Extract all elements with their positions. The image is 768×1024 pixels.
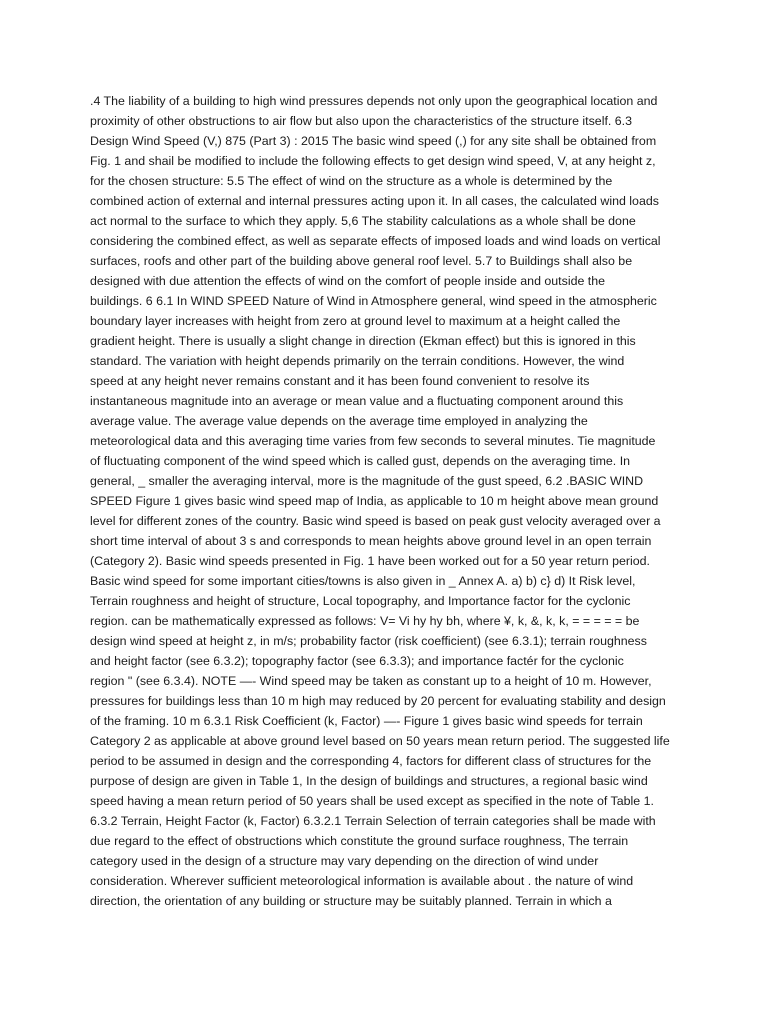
text-line: combined action of external and internal pressures acting upon it. In all cases, the calculated wind loads bbox=[90, 194, 659, 208]
text-line: region. can be mathematically expressed as follows: V= Vi hy hy bh, where ¥, k, &, k, k, = = = = = be bbox=[90, 614, 640, 628]
text-line: speed at any height never remains constant and it has been found convenient to resolve its bbox=[90, 374, 590, 388]
text-line: considering the combined effect, as well as separate effects of imposed loads and wind loads on vertical bbox=[90, 234, 661, 248]
text-line: buildings. 6 6.1 In WIND SPEED Nature of Wind in Atmosphere general, wind speed in the atmospheric bbox=[90, 294, 657, 308]
text-line: due regard to the effect of obstructions which constitute the ground surface roughness, The terrain bbox=[90, 834, 629, 848]
text-line: short time interval of about 3 s and corresponds to mean heights above ground level in an open terrain bbox=[90, 534, 652, 548]
text-line: Basic wind speed for some important cities/towns is also given in _ Annex A. a) b) c} d) It Risk level, bbox=[90, 574, 636, 588]
text-line: proximity of other obstructions to air flow but also upon the characteristics of the structure itself. 6.3 bbox=[90, 114, 632, 128]
text-line: designed with due attention the effects of wind on the comfort of people inside and outside the bbox=[90, 274, 606, 288]
text-line: level for different zones of the country. Basic wind speed is based on peak gust velocity averaged over a bbox=[90, 514, 661, 528]
text-line: Category 2 as applicable at above ground level based on 50 years mean return period. The suggested life bbox=[90, 734, 670, 748]
text-line: direction, the orientation of any building or structure may be suitably planned. Terrain in which a bbox=[90, 894, 612, 908]
text-line: pressures for buildings less than 10 m high may reduced by 20 percent for evaluating stability and design bbox=[90, 694, 666, 708]
text-line: category used in the design of a structure may vary depending on the direction of wind under bbox=[90, 854, 599, 868]
text-line: region " (see 6.3.4). NOTE —- Wind speed may be taken as constant up to a height of 10 m. However, bbox=[90, 674, 652, 688]
text-line: meteorological data and this averaging time varies from few seconds to several minutes. Tie magnitude bbox=[90, 434, 656, 448]
body-text bbox=[90, 91, 678, 911]
text-line: design wind speed at height z, in m/s; probability factor (risk coefficient) (see 6.3.1); terrain roughness bbox=[90, 634, 647, 648]
text-line: for the chosen structure: 5.5 The effect of wind on the structure as a whole is determined by the bbox=[90, 174, 613, 188]
text-line: standard. The variation with height depends primarily on the terrain conditions. However, the wind bbox=[90, 354, 625, 368]
text-line: SPEED Figure 1 gives basic wind speed map of India, as applicable to 10 m height above mean ground bbox=[90, 494, 659, 508]
text-line: of the framing. 10 m 6.3.1 Risk Coefficient (k, Factor) —- Figure 1 gives basic wind speeds for terrain bbox=[90, 714, 643, 728]
text-line: purpose of design are given in Table 1, In the design of buildings and structures, a regional basic wind bbox=[90, 774, 648, 788]
text-line: surfaces, roofs and other part of the building above general roof level. 5.7 to Buildings shall also be bbox=[90, 254, 633, 268]
text-line: (Category 2). Basic wind speeds presented in Fig. 1 have been worked out for a 50 year return period. bbox=[90, 554, 650, 568]
text-line: general, _ smaller the averaging interval, more is the magnitude of the gust speed, 6.2 .BASIC WIND bbox=[90, 474, 644, 488]
text-line: of fluctuating component of the wind speed which is called gust, depends on the averaging time. In bbox=[90, 454, 631, 468]
text-line: speed having a mean return period of 50 years shall be used except as specified in the note of Table 1. bbox=[90, 794, 654, 808]
text-line: and height factor (see 6.3.2); topography factor (see 6.3.3); and importance factér for the cyclonic bbox=[90, 654, 624, 668]
text-line: period to be assumed in design and the corresponding 4, factors for different class of structures for the bbox=[90, 754, 652, 768]
text-line: consideration. Wherever sufficient meteorological information is available about . the nature of wind bbox=[90, 874, 634, 888]
text-line: boundary layer increases with height from zero at ground level to maximum at a height called the bbox=[90, 314, 621, 328]
text-line: act normal to the surface to which they apply. 5,6 The stability calculations as a whole shall be done bbox=[90, 214, 636, 228]
text-line: average value. The average value depends on the average time employed in analyzing the bbox=[90, 414, 588, 428]
text-line: instantaneous magnitude into an average or mean value and a fluctuating component around this bbox=[90, 394, 624, 408]
text-line: gradient height. There is usually a slight change in direction (Ekman effect) but this is ignored in this bbox=[90, 334, 636, 348]
text-line: 6.3.2 Terrain, Height Factor (k, Factor) 6.3.2.1 Terrain Selection of terrain categories shall be made with bbox=[90, 814, 656, 828]
text-line: Design Wind Speed (V,) 875 (Part 3) : 2015 The basic wind speed (,) for any site shall be obtained from bbox=[90, 134, 657, 148]
text-line: Fig. 1 and shail be modified to include the following effects to get design wind speed, V, at any height z, bbox=[90, 154, 656, 168]
text-line: Terrain roughness and height of structure, Local topography, and Importance factor for the cyclonic bbox=[90, 594, 631, 608]
text-line: .4 The liability of a building to high wind pressures depends not only upon the geographical location and bbox=[90, 94, 658, 108]
